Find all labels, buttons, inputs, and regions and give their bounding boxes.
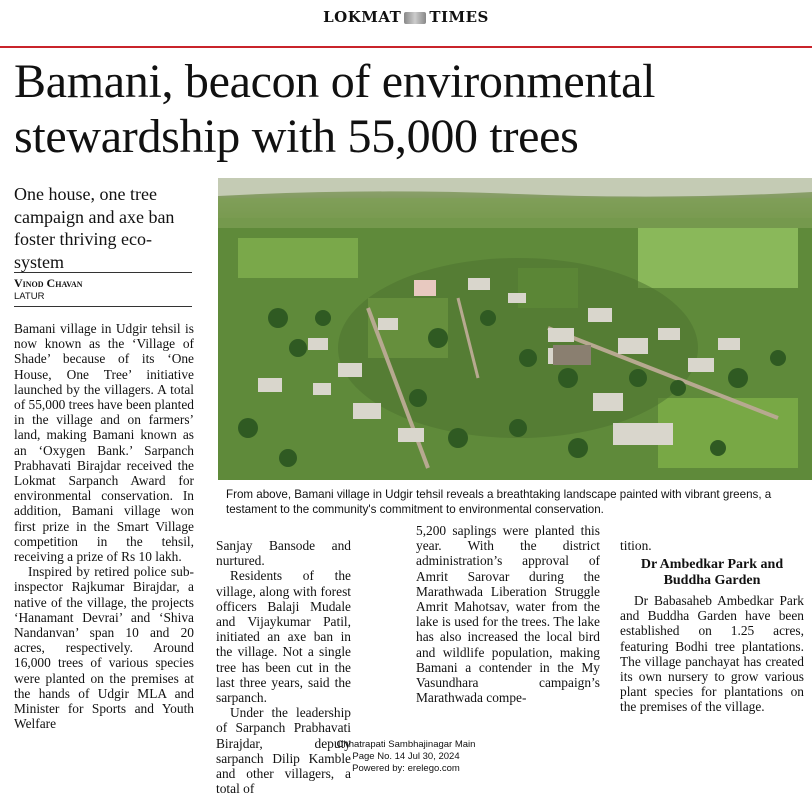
footer-page-date: Page No. 14 Jul 30, 2024 bbox=[352, 751, 460, 762]
page-footer bbox=[0, 739, 812, 775]
article-column-4-lead bbox=[620, 538, 804, 553]
masthead-lokmat: LOKMAT bbox=[323, 8, 402, 26]
section-subhead: Dr Ambedkar Park and Buddha Garden bbox=[640, 557, 784, 588]
paragraph: Dr Babasaheb Ambedkar Park and Buddha Garden have been established on 1.25 acres, featuring Bodhi tree plantations. The village panchayat has created its own nursery to grow various plant species for plantations on the premises of the village. bbox=[620, 593, 804, 715]
byline-author: Vinod Chavan bbox=[14, 276, 83, 290]
aerial-photo-illustration bbox=[218, 178, 812, 480]
paragraph: Residents of the village, along with forest officers Balaji Mudale and Vijaykumar Patil, initiated an axe ban in the village. Not a single tree has been cut in the last three years, said the sarpanch. bbox=[216, 568, 351, 706]
paragraph: 5,200 saplings were planted this year. With the district administration’s approval of Amrit Sarovar during the Marathwada Liberation Struggle Amrit Mahotsav, water from the lake is used for the trees. The lake has also increased the local bird and wildlife population, making Bamani a contender in the My Vasundhara campaign’s Marathwada compe- bbox=[416, 523, 600, 706]
paragraph: tition. bbox=[620, 538, 652, 553]
paragraph: Inspired by retired police sub-inspector Rajkumar Birajdar, a native of the village, the projects ‘Hanamant Devrai’ and ‘Shiva Nandanvan’ span 10 and 20 acres, respectively. Around 16,000 trees of various species were planted on the premises at the hands of Udgir MLA and Minister for Sports and Youth Welfare bbox=[14, 564, 194, 732]
footer-edition: Chhatrapati Sambhajinagar Main bbox=[336, 739, 476, 750]
dateline: LATUR bbox=[14, 291, 45, 302]
byline bbox=[14, 276, 83, 291]
masthead-emblem-icon bbox=[404, 12, 426, 24]
byline-divider bbox=[14, 272, 192, 273]
paragraph: Bamani village in Udgir tehsil is now known as the ‘Village of Shade’ because of its ‘One House, One Tree’ initiative launched by the villagers. A total of 55,000 trees have been planted in the village and on farmers’ land, making Bamani known as an ‘Oxygen Bank.’ Sarpanch Prabhavati Birajdar received the Lokmat Sarpanch Award for environmental conservation. In addition, Bamani village won first prize in the Smart Village competition in the tehsil, receiving a prize of Rs 10 lakh. bbox=[14, 321, 194, 565]
article-column-1 bbox=[14, 321, 194, 731]
aerial-photo bbox=[218, 178, 812, 480]
byline-divider-bottom bbox=[14, 306, 192, 307]
masthead-rule bbox=[0, 46, 812, 48]
masthead bbox=[0, 8, 812, 26]
article-column-3 bbox=[416, 523, 600, 705]
paragraph: Under the leadership of Sarpanch Prabhavati Birajdar, deputy sarpanch Dilip Kamble and other villagers, a total of bbox=[216, 705, 351, 796]
footer-powered-by: Powered by: erelego.com bbox=[352, 763, 460, 774]
headline: Bamani, beacon of environmental stewardship with 55,000 trees bbox=[14, 55, 656, 163]
paragraph: Sanjay Bansode and nurtured. bbox=[216, 538, 351, 569]
deck: One house, one tree campaign and axe ban foster thriving eco-system bbox=[14, 184, 175, 272]
article-column-4 bbox=[620, 593, 804, 715]
photo-caption: From above, Bamani village in Udgir tehsil reveals a breathtaking landscape painted with vibrant greens, a testament to the community's commitment to environmental conservation. bbox=[226, 488, 772, 516]
masthead-times: TIMES bbox=[429, 8, 489, 26]
